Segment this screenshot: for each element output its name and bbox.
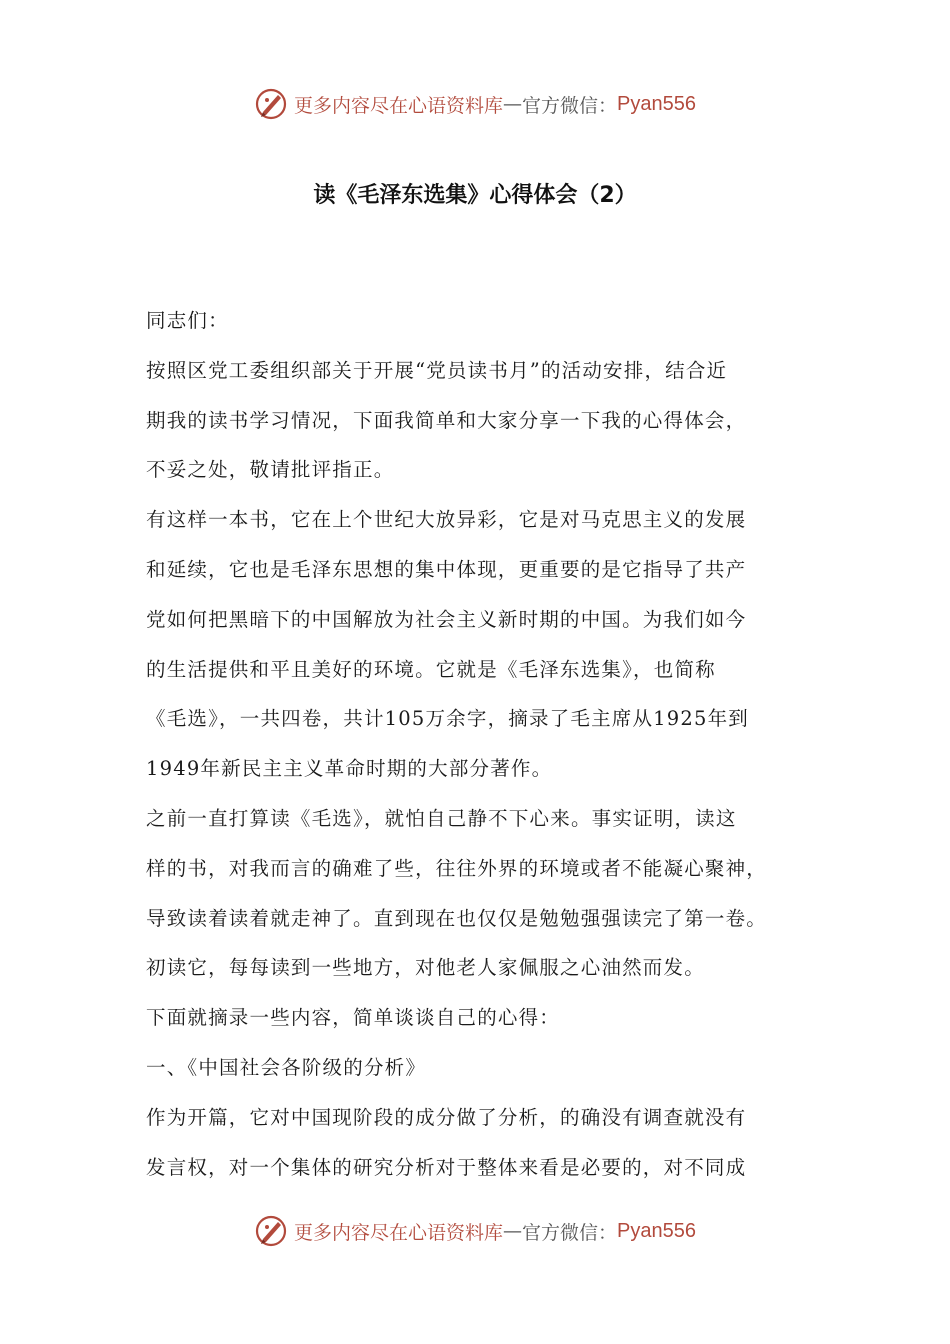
pen-logo-icon — [254, 1214, 288, 1248]
text-line: 同志们： — [146, 309, 229, 332]
footer-watermark — [0, 1211, 950, 1251]
promo-text: 更多内容尽在心语资料库 — [294, 1221, 504, 1244]
text-line: 之前一直打算读《毛选》，就怕自己静不下心来。事实证明，读这 — [146, 806, 737, 830]
text-line: 1949年新民主主义革命时期的大部分著作。 — [146, 757, 553, 781]
text-line: 下面就摘录一些内容，简单谈谈自己的心得： — [146, 1006, 561, 1030]
text-line: 按照区党工委组织部关于开展“党员读书月”的活动安排，结合近 — [146, 358, 728, 382]
text-line: 《毛选》，一共四卷，共计105万余字，摘录了毛主席从1925年到 — [146, 707, 749, 731]
text-line: 不妥之处，敬请批评指正。 — [146, 458, 395, 482]
text-line: 党如何把黑暗下的中国解放为社会主义新时期的中国。为我们如今 — [146, 607, 747, 631]
text-line: 有这样一本书，它在上个世纪大放异彩，它是对马克思主义的发展 — [146, 508, 747, 532]
text-line: 导致读着读着就走神了。直到现在也仅仅是勉勉强强读完了第一卷。 — [146, 906, 768, 930]
section-heading: 一、《中国社会各阶级的分析》 — [146, 1055, 427, 1079]
wechat-label: 官方微信： — [522, 94, 618, 117]
text-line: 发言权，对一个集体的研究分析对于整体来看是必要的，对不同成 — [146, 1155, 747, 1179]
wechat-label: 官方微信： — [522, 1221, 618, 1244]
text-line: 作为开篇，它对中国现阶段的成分做了分析，的确没有调查就没有 — [146, 1105, 747, 1129]
text-line: 初读它，每每读到一些地方，对他老人家佩服之心油然而发。 — [146, 956, 705, 980]
text-line: 样的书，对我而言的确难了些，往往外界的环境或者不能凝心聚神， — [146, 856, 768, 880]
dash-separator: — — [503, 93, 523, 115]
wechat-id: Pyan556 — [617, 92, 696, 115]
dash-separator: — — [503, 1220, 523, 1242]
pen-logo-icon — [254, 87, 288, 121]
text-line: 的生活提供和平且美好的环境。它就是《毛泽东选集》，也简称 — [146, 657, 716, 681]
document-body — [146, 296, 846, 1192]
text-line: 期我的读书学习情况，下面我简单和大家分享一下我的心得体会， — [146, 408, 747, 432]
header-watermark — [0, 84, 950, 124]
document-title: 读《毛泽东选集》心得体会（2） — [313, 183, 637, 208]
text-line: 和延续，它也是毛泽东思想的集中体现，更重要的是它指导了共产 — [146, 557, 747, 581]
wechat-id: Pyan556 — [617, 1219, 696, 1242]
promo-text: 更多内容尽在心语资料库 — [294, 94, 504, 117]
